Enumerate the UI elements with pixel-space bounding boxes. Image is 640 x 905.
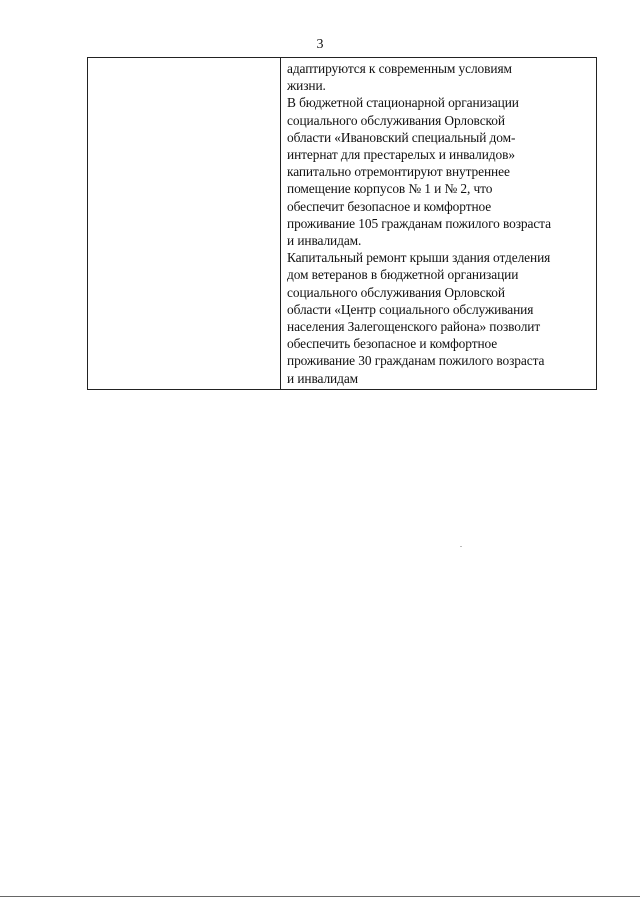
table-left-cell bbox=[88, 58, 281, 389]
page-number: 3 bbox=[316, 37, 324, 52]
table-right-cell bbox=[281, 58, 596, 389]
paragraph-ivanovsky-home: В бюджетной стационарной организации социального обслуживания Орловской области «Ивановский специальный дом- интернат для престарелых и инвалидов» капитально отремонтируют внутреннее помещение корпусов № 1 и № 2, что обеспечит безопасное и комфортное проживание 105 гражданам пожилого возраста и инвалидам. bbox=[287, 95, 551, 249]
page-bottom-edge bbox=[0, 896, 640, 897]
scan-speck bbox=[460, 546, 462, 547]
content-table bbox=[87, 57, 597, 390]
paragraph-adaptation: адаптируются к современным условиям жизни. bbox=[287, 61, 512, 94]
paragraph-roof-repair: Капитальный ремонт крыши здания отделения дом ветеранов в бюджетной организации социального обслуживания Орловской области «Центр социального обслуживания населения Залегощенского района» позволит обеспечить безопасное и комфортное проживание 30 гражданам пожилого возраста и инвалидам bbox=[287, 250, 551, 386]
